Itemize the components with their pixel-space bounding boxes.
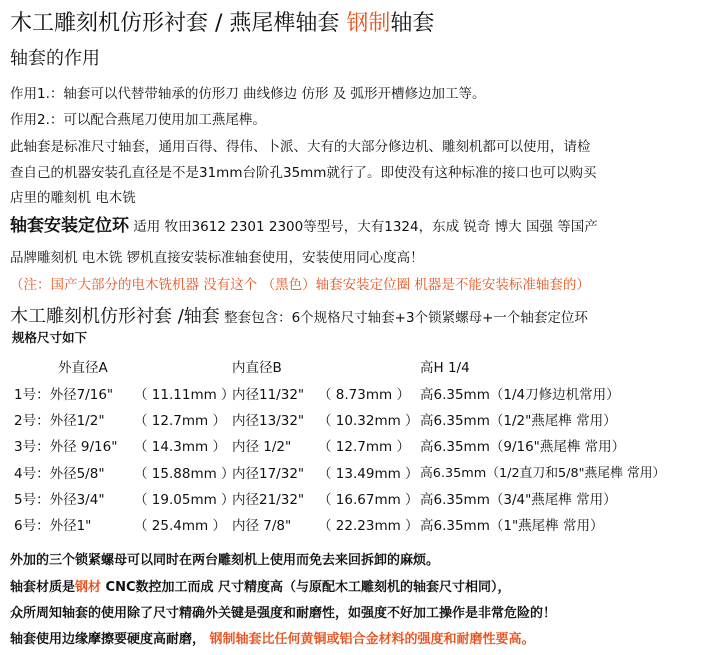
cell-inner-mm: （ 22.23mm ） [318,518,419,534]
nut-text: 外加的三个锁紧螺母可以同时在两台雕刻机上使用而免去来回拆卸的麻烦。 [10,553,440,568]
ring-text-2: 品牌雕刻机 电木铣 锣机直接安装标准轴套使用，安装使用同心度高！ [10,250,424,266]
cell-outer-mm: （ 19.05mm ） [134,492,235,508]
wear-text [10,628,535,647]
cell-inner: 内径11/32" [232,387,305,403]
ring-note: （注：国产大部分的电木铣机器 没有这个 （黑色）轴套安装定位圈 机器是不能安装标准轴套的） [10,277,590,293]
cell-height-note: 高6.35mm（1/2直刀和5/8"燕尾榫 常用） [420,466,666,481]
ring-paragraph [10,211,598,236]
wear-pre: 轴套使用边缘摩擦要硬度高耐磨， [10,632,210,647]
wear-accent: 钢制轴套比任何黄铜或铝合金材料的强度和耐磨性要高。 [209,632,535,647]
material-text [10,576,511,595]
cell-outer-mm: （ 11.11mm ） [134,387,235,403]
standard-line-1: 此轴套是标准尺寸轴套，通用百得、得伟、卜派、大有的大部分修边机、雕刻机都可以使用，请检 [10,139,591,155]
page-title [10,6,434,37]
header-inner-diameter: 内直径B [232,360,282,376]
spec-subheading: 规格尺寸如下 [12,330,88,345]
cell-inner-mm: （ 10.32mm ） [318,413,419,429]
spec-contents: 整套包含：6个规格尺寸轴套+3个锁紧螺母+一个轴套定位环 [219,310,588,326]
cell-outer: 2号：外径1/2" [14,413,105,429]
cell-outer: 1号：外径7/16" [14,387,114,403]
cell-inner: 内径 7/8" [232,518,292,534]
standard-line-3: 店里的雕刻机 电木铣 [10,190,136,206]
cell-inner-mm: （ 12.7mm ） [318,439,410,455]
material-accent: 钢材 [75,580,102,595]
cell-height-note: 高6.35mm（1"燕尾榫 常用） [420,518,604,534]
strength-text: 众所周知轴套的使用除了尺寸精确外关键是强度和耐磨性，如强度不好加工操作是非常危险的！ [10,606,557,621]
cell-inner: 内径17/32" [232,466,305,482]
cell-inner: 内径21/32" [232,492,305,508]
cell-outer: 5号：外径3/4" [14,492,105,508]
cell-outer-mm: （ 25.4mm ） [134,518,226,534]
cell-inner: 内径13/32" [232,413,305,429]
cell-inner-mm: （ 13.49mm ） [318,466,419,482]
cell-inner-mm: （ 16.67mm ） [318,492,419,508]
usage-line-1: 作用1.：轴套可以代替带轴承的仿形刀 曲线修边 仿形 及 弧形开槽修边加工等。 [10,86,486,102]
ring-heading: 轴套安装定位环 [10,216,129,236]
cell-inner-mm: （ 8.73mm ） [318,387,410,403]
title-accent: 钢制 [346,11,391,36]
standard-line-2: 查自己的机器安装孔直径是不是31mm台阶孔35mm就行了。即使没有这种标准的接口也可以购买 [10,165,597,181]
spec-heading: 木工雕刻机仿形衬套 /轴套 [10,306,220,327]
cell-height-note: 高6.35mm（1/4刀修边机常用） [420,387,620,403]
cell-height-note: 高6.35mm（9/16"燕尾榫 常用） [420,439,626,455]
section-heading-usage: 轴套的作用 [10,48,100,69]
cell-outer-mm: （ 14.3mm ） [134,439,226,455]
material-pre: 轴套材质是 [10,580,76,595]
cell-height-note: 高6.35mm（3/4"燕尾榫 常用） [420,492,617,508]
cell-inner: 内径 1/2" [232,439,292,455]
title-main: 木工雕刻机仿形衬套 / 燕尾榫轴套 [10,11,347,36]
cell-outer-mm: （ 12.7mm ） [134,413,226,429]
material-post: CNC数控加工而成 尺寸精度高（与原配木工雕刻机的轴套尺寸相同）， [101,580,511,595]
cell-height-note: 高6.35mm（1/2"燕尾榫 常用） [420,413,617,429]
title-tail: 轴套 [390,11,435,36]
spec-paragraph [10,302,588,328]
usage-line-2: 作用2.：可以配合燕尾刀使用加工燕尾榫。 [10,112,266,128]
cell-outer: 6号：外径1" [14,518,92,534]
cell-outer-mm: （ 15.88mm ） [134,466,235,482]
cell-outer: 4号：外径5/8" [14,466,105,482]
cell-outer: 3号：外径 9/16" [14,439,118,455]
ring-text-1: 适用 牧田3612 2301 2300等型号，大有1324，东成 锐奇 博大 国强 等国产 [129,219,598,235]
header-outer-diameter: 外直径A [58,360,108,376]
header-height: 高H 1/4 [420,360,470,376]
